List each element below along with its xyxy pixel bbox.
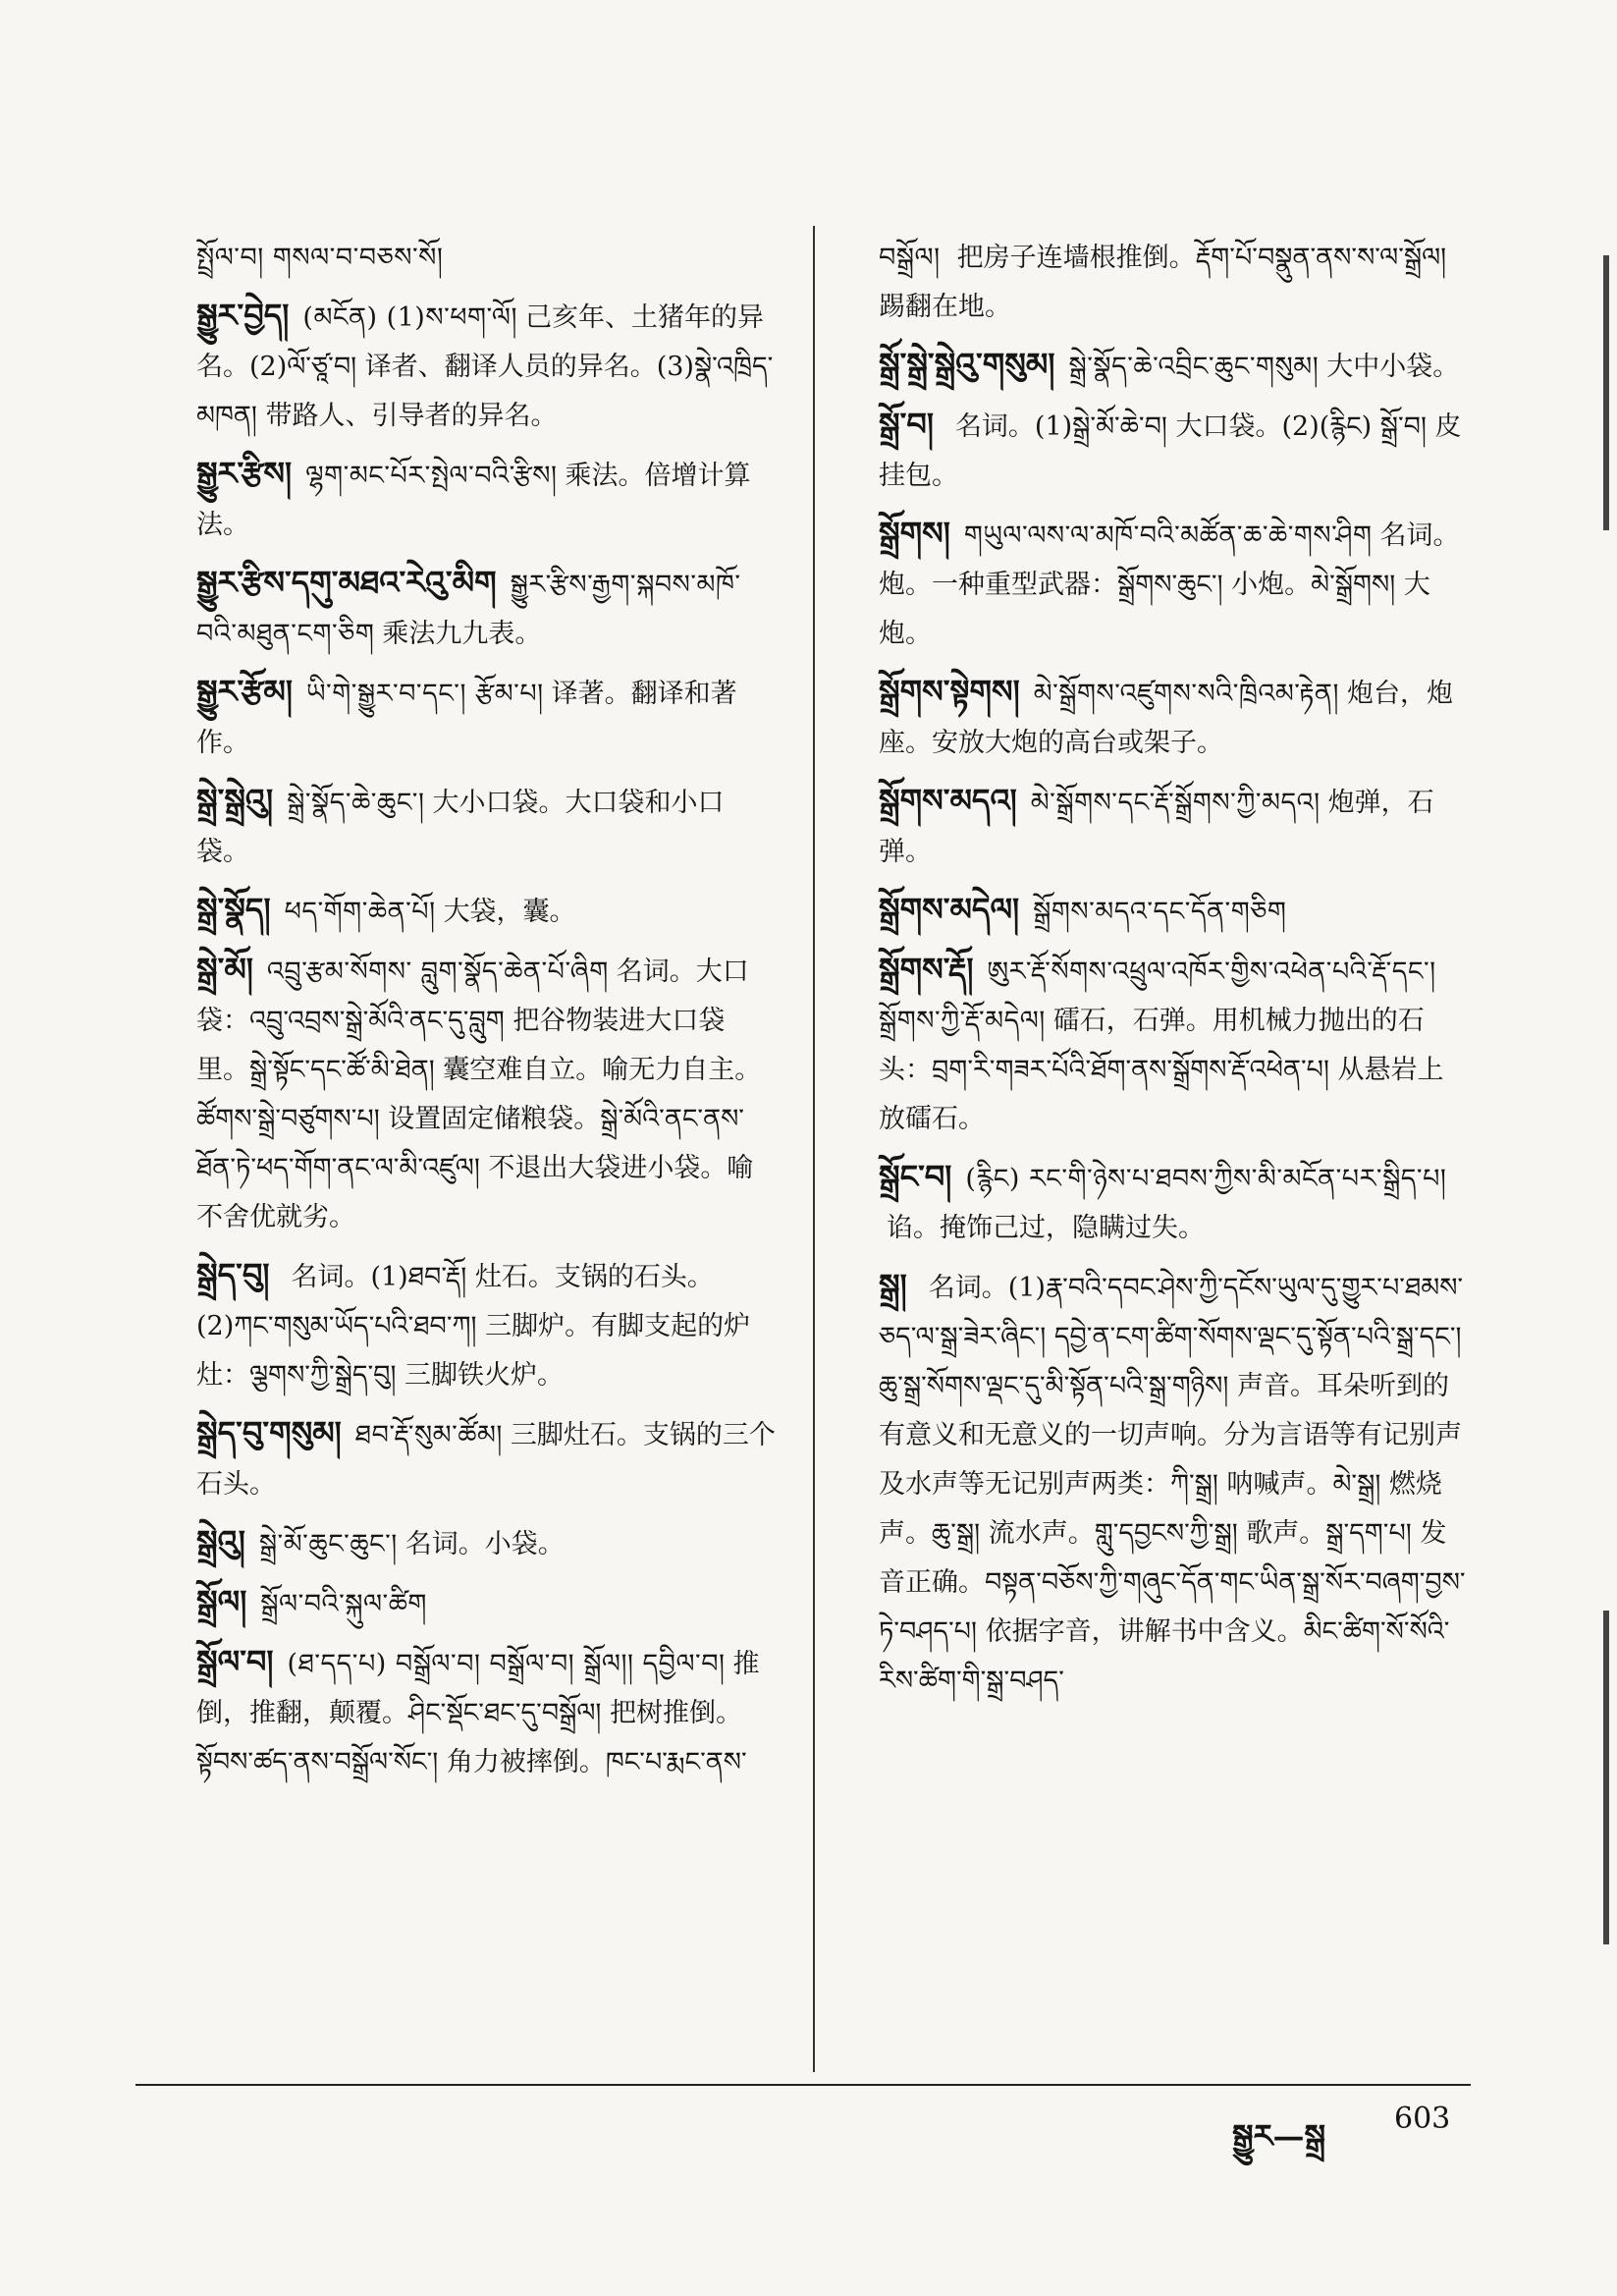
headword: སྒྱུར་བྱེད། (196, 297, 290, 334)
dictionary-entry (196, 885, 776, 937)
edge-mark (1603, 1611, 1609, 1944)
chinese-definition: 大中小袋。 (1326, 352, 1460, 382)
tibetan-definition: མེ་སྒྲོགས་དང་རྡོ་སྒྲོགས་ཀྱི་མདའ། (1030, 788, 1321, 818)
dictionary-entry (879, 885, 1468, 937)
headword: སྒྲེད་བུ་གསུམ། (196, 1414, 342, 1451)
tibetan-definition: སྒྲེ་མོ་ཆུང་ཆུང་། (258, 1529, 398, 1559)
headword: སྒྲོགས་སྟེགས། (879, 673, 1020, 710)
tibetan-definition: སྒྱུར་རྩིས་རྒྱག་སྐབས་མཁོ་བའི་མཐུན་ངག་ཅིག (196, 570, 741, 649)
chinese-definition: 把房子连墙根推倒。རྡོག་པོ་བསྣུན་ནས་ས་ལ་སྒྲོལ། 踢翻在地。 (879, 243, 1447, 322)
headword: སྒྱུར་རྩོམ། (196, 673, 293, 710)
dictionary-entry (879, 400, 1468, 501)
tibetan-definition: (རྙིང) རང་གི་ཉེས་པ་ཐབས་ཀྱིས་མི་མངོན་པར་སྒྲིད་པ། (965, 1164, 1447, 1194)
tibetan-definition: སྒྲོགས་མདའ་དང་དོན་གཅིག (1033, 897, 1287, 927)
headword: སྒྲེ་སྒྲེའུ། (196, 782, 274, 819)
tibetan-definition: ཕད་གོག་ཆེན་པོ། (284, 897, 436, 927)
dictionary-entry (879, 1152, 1468, 1253)
chinese-definition: 名词。炮。一种重型武器：སྒྲོགས་ཆུང་། 小炮。མེ་སྒྲོགས། 大炮。 (879, 520, 1460, 649)
tibetan-definition: (ཐ་དད་པ) བསྒྲོལ་བ། བསྒྲོལ་བ། སྒྲོལ།། དབྱིལ་བ། (287, 1649, 726, 1679)
chinese-definition: 乘法九九表。 (382, 619, 542, 649)
page-number: 603 (1394, 2102, 1451, 2136)
tibetan-definition: མེ་སྒྲོགས་འཛུགས་སའི་ཁྲིའམ་རྟེན། (1033, 679, 1339, 709)
tibetan-definition: འབྲུ་རྩམ་སོགས་ བླུག་སྣོད་ཆེན་པོ་ཞིག (266, 957, 609, 987)
chinese-definition: 礌石，石弹。用机械力抛出的石头：བྲག་རི་གཟར་པོའི་ཐོག་ནས་སྒྲོགས་རྡོ་འཕེན་པ། 从悬岩上放礌石。 (879, 1006, 1444, 1134)
chinese-definition: 名词。(1)སྒྲེ་མོ་ཆེ་བ། 大口袋。(2)(རྙིང) སྒྲོ་བ། 皮挂包。 (879, 411, 1462, 491)
chinese-definition: 推倒，推翻，颠覆。ཤིང་སྡོང་ཐང་དུ་བསྒྲོལ། 把树推倒。སྟོབས་ཚད་ནས་བསྒྲོལ་སོང་། 角力被摔倒。ཁང་པ་རྨང་ནས་ (196, 1649, 760, 1777)
tibetan-definition: ཨུར་རྡོ་སོགས་འཕྲུལ་འཁོར་གྱིས་འཕེན་པའི་རྡོ་དང་། སྒྲོགས་ཀྱི་རྡོ་མདེལ། (879, 957, 1436, 1036)
dictionary-entry (196, 1577, 776, 1629)
chinese-definition: 乘法。倍增计算法。 (196, 461, 751, 540)
dictionary-entry (879, 667, 1468, 768)
tibetan-definition: ལྷག་མང་པོར་སྤེལ་བའི་རྩིས། (305, 461, 558, 491)
right-column (879, 234, 1468, 1714)
dictionary-entry (196, 234, 776, 283)
headword: སྒྲོ་སྒྲེ་སྒྲེའུ་གསུམ། (879, 346, 1055, 383)
headword: སྒྲོལ། (196, 1583, 247, 1620)
dictionary-entry (196, 558, 776, 659)
headword: སྒྱུར་རྩིས་དགུ་མཐའ་རེའུ་མིག (196, 564, 497, 601)
footer-range: སྒྱུར—སྒྲ (1232, 2117, 1326, 2155)
chinese-definition: 谄。掩饰己过，隐瞒过失。 (887, 1213, 1205, 1243)
chinese-definition: 名词。大口袋：འབྲུ་འབྲས་སྒྲེ་མོའི་ནང་དུ་བླུག 把谷物装进大口袋里。སྒྲེ་སྟོང་དང་ཚོ་མི་ཐེན། 囊空难自立。喻无力自主。ཚོགས་སྒྲེ་བཙུགས་པ། 设置固定储粮袋。སྒྲེ་མོའི་ནང་ནས་ཐོན་ཏེ་ཕད་གོག་ནང་ལ་མི་འཛུལ། 不退出大袋进小袋。喻不舍优就劣。 (196, 957, 762, 1232)
tibetan-definition: གཡུལ་ལས་ལ་མཁོ་བའི་མཚོན་ཆ་ཆེ་གས་ཤིག (963, 520, 1373, 551)
tibetan-definition: སྒྲོལ་བའི་སྐུལ་ཚིག (260, 1589, 427, 1619)
dictionary-entry (196, 667, 776, 768)
chinese-definition: 名词。(1)ཐབ་རྡོ། 灶石。支锅的石头。(2)ཀང་གསུམ་ཡོད་པའི་ཐབ་ཀ། 三脚炉。有脚支起的炉灶：ལྕགས་ཀྱི་སྒྲེད་བུ། 三脚铁火炉。 (196, 1262, 751, 1391)
dictionary-entry (196, 449, 776, 550)
headword: སྒྲ། (879, 1267, 907, 1304)
dictionary-entry (879, 509, 1468, 659)
tibetan-definition: ཐབ་རྡོ་སུམ་ཚོམ། (354, 1420, 503, 1450)
footer-rule (135, 2084, 1471, 2086)
dictionary-entry (879, 340, 1468, 392)
headword: སྒྲེའུ། (196, 1523, 245, 1560)
headword: སྒྲོ་བ། (879, 406, 934, 443)
dictionary-entry (879, 776, 1468, 877)
dictionary-entry (196, 291, 776, 441)
headword: སྒྲོགས་རྡོ། (879, 951, 974, 988)
edge-mark (1603, 255, 1609, 530)
headword: སྒྲོགས་མདའ། (879, 782, 1017, 819)
chinese-definition: 炮弹，石弹。 (879, 788, 1434, 867)
headword: སྒྲོགས། (879, 515, 950, 552)
tibetan-definition: སྒྲེ་སྣོད་ཆེ་ཆུང་། (287, 788, 425, 818)
headword: སྒྲོང་བ། (879, 1158, 952, 1195)
dictionary-entry (196, 1517, 776, 1569)
chinese-definition: 炮台，炮座。安放大炮的高台或架子。 (879, 679, 1453, 758)
tibetan-definition: སྒྲེ་སྣོད་ཆེ་འབྲིང་ཆུང་གསུམ། (1068, 352, 1320, 382)
left-column (196, 234, 776, 1795)
dictionary-entry (879, 945, 1468, 1144)
chinese-definition: 名词。(1)རྣ་བའི་དབང་ཤེས་ཀྱི་དངོས་ཡུལ་དུ་གྱུར་པ་ཐམས་ཅད་ལ་སྒྲ་ཟེར་ཞིང་། དབྱེ་ན་ངག་ཚིག་སོགས་ལྡང་དུ་སྟོན་པའི་སྒྲ་དང་། ཆུ་སྒྲ་སོགས་ལྡང་དུ་མི་སྟོན་པའི་སྒྲ་གཉིས། 声音。耳朵听到的有意义和无意义的一切声响。分为言语等有记别声及水声等无记别声两类：ཀི་སྒྲ། 呐喊声。མེ་སྒྲ། 燃烧声。ཆུ་སྒྲ། 流水声。གླུ་དབྱངས་ཀྱི་སྒྲ། 歌声。སྒྲ་དག་པ། 发音正确。བསྟན་བཅོས་ཀྱི་གཞུང་དོན་གང་ཡིན་སྒྲ་སོར་བཞག་བྱས་ཏེ་བཤད་པ། 依据字音，讲解书中含义。མིང་ཚིག་སོ་སོའི་རིས་ཚིག་གི་སྒྲ་བཤད་ (879, 1273, 1466, 1696)
tibetan-definition: (མངོན) (1)ས་ཕག་ལོ། (302, 302, 517, 333)
headword: སྒྲེ་སྣོད། (196, 891, 271, 928)
headword: སྒྲེད་བུ། (196, 1256, 270, 1293)
chinese-definition: 三脚灶石。支锅的三个石头。 (196, 1420, 776, 1500)
chinese-definition: 名词。小袋。 (404, 1529, 565, 1559)
dictionary-entry (196, 945, 776, 1242)
headword: སྒྱུར་རྩིས། (196, 455, 293, 492)
dictionary-entry (196, 1408, 776, 1509)
headword: སྒྲེ་མོ། (196, 951, 253, 988)
dictionary-entry (879, 1261, 1468, 1706)
tibetan-definition: བསྒྲོལ། (879, 243, 949, 273)
dictionary-entry (879, 234, 1468, 332)
chinese-definition: 己亥年、土猪年的异名。(2)ལོ་ཙཱ་བ། 译者、翻译人员的异名。(3)སྣེ་འཁྲིད་མཁན། 带路人、引导者的异名。 (196, 302, 774, 431)
headword: སྒྲོལ་བ། (196, 1643, 274, 1680)
chinese-definition: 大小口袋。大口袋和小口袋。 (196, 788, 725, 867)
dictionary-entry (196, 776, 776, 877)
chinese-definition: 译著。翻译和著作。 (196, 679, 737, 758)
tibetan-definition: ཡི་གེ་སྒྱུར་བ་དང་། རྩོམ་པ། (305, 679, 544, 709)
dictionary-entry (196, 1250, 776, 1400)
dictionary-entry (196, 1637, 776, 1787)
tibetan-definition: སྤྲོལ་བ། གསལ་བ་བཅས་སོ། (196, 243, 444, 273)
column-divider (813, 226, 815, 2072)
headword: སྒྲོགས་མདེལ། (879, 891, 1020, 928)
chinese-definition: 大袋，囊。 (443, 897, 576, 927)
